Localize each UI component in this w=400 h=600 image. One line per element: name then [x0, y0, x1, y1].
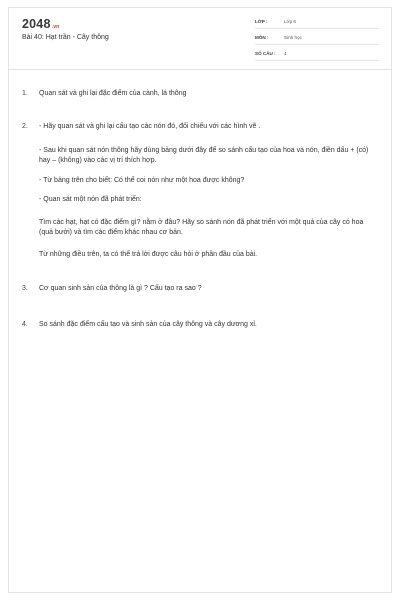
header-divider [9, 69, 391, 70]
question-number: 3. [22, 285, 28, 292]
logo-suffix: .vn [51, 24, 60, 30]
meta-row-class [255, 16, 379, 29]
meta-row-count [255, 48, 379, 61]
q2-paragraph: - Sau khi quan sát nón thông hãy dùng bảng dưới đây để so sánh cấu tạo của hoa và nón, điền dấu + (có) hay – (không) vào các vị trí thích hợp. [39, 147, 369, 165]
q2-paragraph: - Từ bảng trên cho biết: Có thể coi nón như một hoa được không? [39, 177, 245, 184]
meta-label-count: SỐ CÂU : [255, 51, 276, 56]
meta-row-subject [255, 32, 379, 45]
question-text: - Hãy quan sát và ghi lại cấu tạo các nón đó, đối chiếu với các hình vẽ . [39, 123, 261, 130]
q2-paragraph: - Quan sát một nón đã phát triển: [39, 196, 142, 203]
meta-label-subject: MÔN : [255, 35, 269, 40]
question-text: Quan sát và ghi lại đặc điểm của cành, lá thông [39, 90, 187, 97]
meta-value-class: Lớp 6 [284, 19, 296, 24]
question-text: Cơ quan sinh sản của thông là gì ? Cấu tạo ra sao ? [39, 285, 202, 292]
q2-paragraph: Tìm các hạt, hạt có đặc điểm gì? nằm ở đâu? Hãy so sánh nón đã phát triển với một quả của cây có hoa (quả bưởi) và tìm các điểm khác nhau cơ bản. [39, 219, 364, 237]
logo-text: 2048 [22, 17, 51, 31]
meta-label-class: LỚP : [255, 19, 268, 24]
question-number: 2. [22, 123, 28, 130]
meta-value-count: 4 [284, 51, 287, 56]
worksheet [8, 7, 392, 593]
question-number: 1. [22, 90, 28, 97]
worksheet-header [9, 8, 391, 70]
meta-value-subject: Sinh học [284, 35, 302, 40]
site-logo[interactable] [22, 17, 59, 31]
lesson-title: Bài 40: Hạt trần - Cây thông [22, 34, 109, 41]
question-text: So sánh đặc điểm cấu tạo và sinh sản của cây thông và cây dương xỉ. [39, 321, 257, 328]
question-number: 4. [22, 321, 28, 328]
q2-paragraph: Từ những điều trên, ta có thể trả lời được câu hỏi ở phần đầu của bài. [39, 251, 258, 258]
